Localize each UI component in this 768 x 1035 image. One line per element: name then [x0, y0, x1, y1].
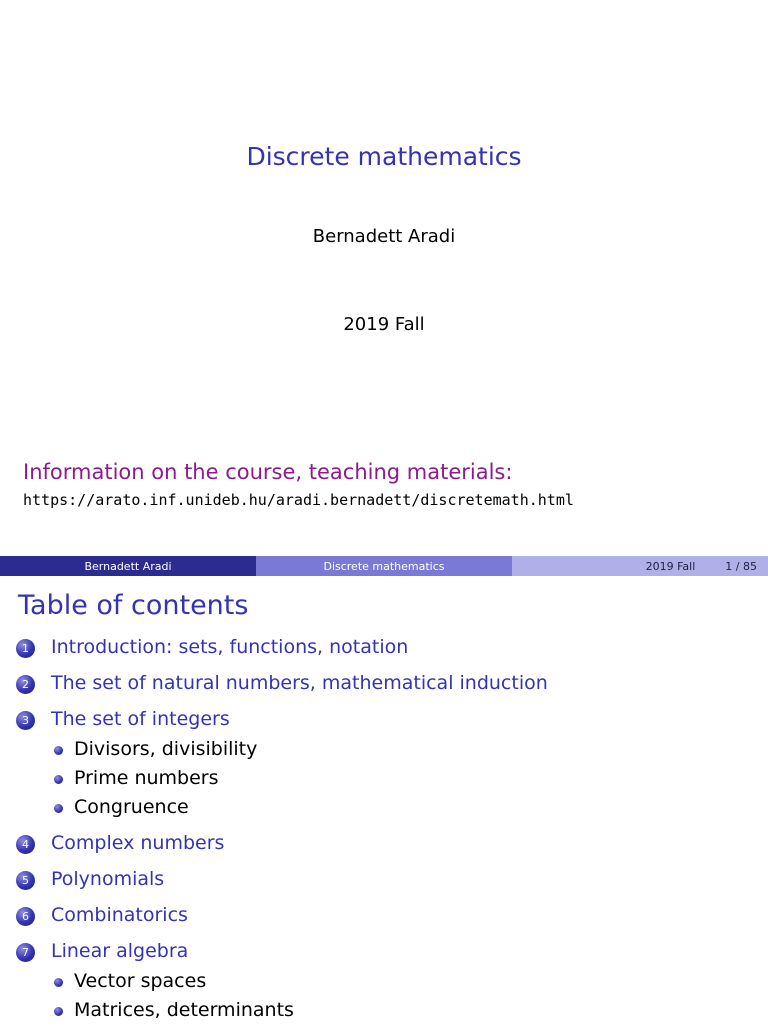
slide-footline	[0, 556, 768, 576]
bullet-icon	[54, 804, 63, 813]
toc-item-label[interactable]: The set of natural numbers, mathematical induction	[51, 672, 548, 694]
toc-item-label[interactable]: Polynomials	[51, 868, 165, 890]
footline-page-number: 1 / 85	[725, 559, 757, 573]
bullet-icon	[54, 775, 63, 784]
section-number-ball: 3	[16, 711, 35, 730]
toc-subitem-label[interactable]: Vector spaces	[74, 970, 207, 992]
presentation-date: 2019 Fall	[343, 314, 425, 335]
presentation-author: Bernadett Aradi	[312, 226, 456, 247]
toc-subitem-label[interactable]: Prime numbers	[74, 767, 219, 789]
section-number-ball: 5	[16, 871, 35, 890]
toc-item-label[interactable]: Introduction: sets, functions, notation	[51, 636, 409, 658]
section-number-ball: 6	[16, 907, 35, 926]
footline-title-box	[256, 556, 512, 576]
toc-item-label[interactable]: Linear algebra	[51, 940, 189, 962]
course-info-heading: Information on the course, teaching materials:	[23, 460, 513, 484]
presentation-title: Discrete mathematics	[246, 142, 522, 171]
bullet-icon	[54, 746, 63, 755]
section-number-ball: 2	[16, 675, 35, 694]
course-info-url[interactable]: https://arato.inf.unideb.hu/aradi.bernadett/discretemath.html	[23, 491, 574, 509]
footline-author-box	[0, 556, 256, 576]
toc-item-label[interactable]: The set of integers	[51, 708, 230, 730]
section-number-ball: 1	[16, 639, 35, 658]
footline-author: Bernadett Aradi	[84, 559, 172, 573]
toc-subitem-label[interactable]: Congruence	[74, 796, 189, 818]
toc-title: Table of contents	[18, 590, 249, 621]
footline-date: 2019 Fall	[645, 559, 696, 573]
section-number-ball: 7	[16, 943, 35, 962]
toc-item-label[interactable]: Combinatorics	[51, 904, 188, 926]
toc-subitem-label[interactable]: Matrices, determinants	[74, 999, 294, 1021]
footline-date-box	[512, 556, 768, 576]
toc-subitem-label[interactable]: Divisors, divisibility	[74, 738, 258, 760]
footline-title: Discrete mathematics	[323, 559, 445, 573]
bullet-icon	[54, 978, 63, 987]
bullet-icon	[54, 1007, 63, 1016]
toc-item-label[interactable]: Complex numbers	[51, 832, 225, 854]
section-number-ball: 4	[16, 835, 35, 854]
